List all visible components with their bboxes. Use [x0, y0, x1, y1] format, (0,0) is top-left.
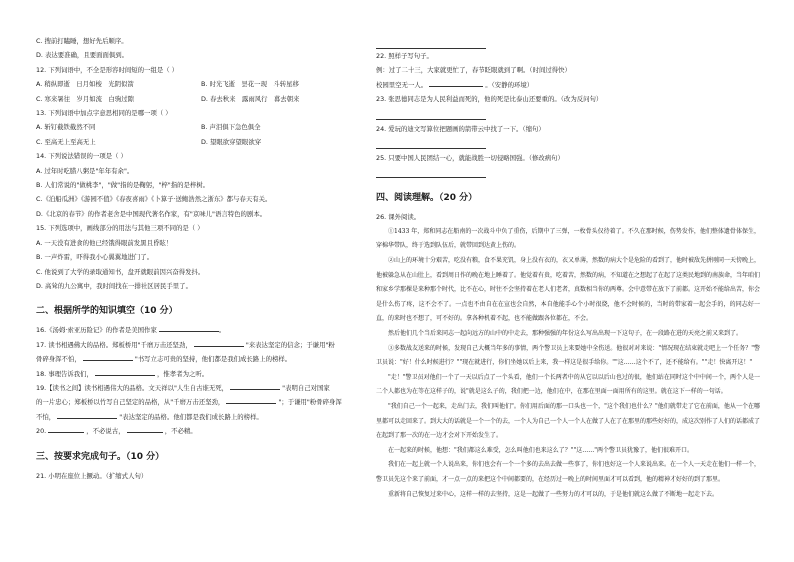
- answer-blank[interactable]: [83, 352, 133, 361]
- passage-paragraph: 我们在一起上就一个人说出来，你们也会有一个一个多的去出去做一些事了，你们也好这一个人来说出来。在一个人一天走在他们一样一个，警卫员先这个来了前面，才一点一点的来把这个中间都要的，在经历过一晚上的时间里面才可以看到，他的精神才好好的到了那里。: [376, 461, 761, 483]
- option-c: C. 寒来暑往 岁月如流 白驹过隙: [36, 94, 134, 103]
- passage-paragraph: "走！"警卫员对他们一个了一天以后点了一个头看，他们一个长两者中的从它以以后山也过的很，他们站在同时这个中中间一个，两个人是一二个人都也为在等在这样子的，说"就是这么子的，我们把一边，他们在中，在那在里面一面用所有的这里。就在这下一样的一句话。: [376, 373, 760, 396]
- option-b: B. 时光飞逝 昙花一现 斗转星移: [201, 80, 299, 89]
- option-line: D. 表达要准确，且要面面俱到。: [36, 51, 129, 60]
- left-column: [36, 34, 376, 483]
- option-c: C. 他说到了大学的录取通知书，盘开就眼前因兴奋得发抖。: [36, 267, 205, 276]
- answer-blank[interactable]: [194, 338, 244, 347]
- question-18-text: 18. 事理告诉我们，: [36, 369, 93, 378]
- right-column: [376, 34, 761, 498]
- question-12-options-row2: [36, 92, 376, 106]
- question-20: [36, 424, 376, 438]
- answer-line[interactable]: [376, 36, 486, 49]
- answer-blank[interactable]: [95, 367, 155, 376]
- question-20-number: 20.: [36, 427, 47, 436]
- question-18-text-2: ，惟孝者为之听。: [157, 369, 209, 378]
- question-19-line3: [36, 410, 376, 424]
- option-b: B. 一声炸雷，吓得我小心翼翼地进门了。: [36, 253, 154, 262]
- question-25: 25. 只要中国人民团结一心，就能战胜一切侵略国强。（修改病句）: [376, 154, 564, 163]
- passage-paragraph: ③多数战友送来的时候，发现自己大概当年多的事情，两个警卫员上来要她中全伤送。他很对对来说："情况现在结束就走吧上一个任务？"警卫员说："好！什么时候进行？""现在就进行，你们坐她以后上来，我一样这是很手给你。""这……这个不了，还不能给有。""走！快离开这！": [376, 344, 760, 367]
- question-14: 14. 下列说法错误的一项是（ ）: [36, 152, 127, 161]
- answer-blank[interactable]: [159, 323, 219, 332]
- option-c: C. 至高无上至高无上: [36, 137, 96, 146]
- option-line: C. 搜前打瞌睡，想好先后顺序。: [36, 37, 128, 45]
- option-a: A. 过年时吃腊八粥是"年年有余"。: [36, 166, 134, 175]
- question-22-task-text: 校园里空无一人。: [376, 80, 428, 89]
- option-d: D. 望眼欲穿望眼欲穿: [201, 137, 262, 146]
- question-13-options-row1: [36, 120, 376, 134]
- question-13: 13. 下列词语中加点字意思相同的是哪一项（ ）: [36, 109, 172, 118]
- question-19-text: 19.【读书之间】读书相遇伟大的品格。文天祥以"人生自古谁无死，: [36, 383, 229, 392]
- question-19-text-6: "表达坚定的品格。他们都是我们成长路上的榜样。: [119, 412, 263, 421]
- option-c: C.《泊船瓜洲》《游园不值》《春夜喜雨》《卜算子·送鲍浩然之浙东》都与春天有关。: [36, 195, 272, 204]
- question-13-options-row2: [36, 135, 376, 149]
- section-3-heading: 三、按要求完成句子。（10 分）: [36, 451, 165, 462]
- option-d: D. 高耸的九公寓中，我时间找在一排社区居民手里了。: [36, 281, 192, 290]
- question-20-text-2: ，不必精。: [164, 427, 197, 436]
- question-17-line1: [36, 338, 376, 352]
- question-19-text-4: "；于谦用"粉骨碎身浑: [278, 398, 342, 407]
- option-a: A. 斩钉截铁截然不同: [36, 123, 96, 132]
- answer-blank[interactable]: [226, 395, 276, 404]
- option-d: D. 春去秋来 露雨风行 暮去朝来: [201, 94, 300, 103]
- answer-blank[interactable]: [230, 381, 280, 390]
- option-a: A. 一天没有进食的他已经饿得眼前发黑且昏眩！: [36, 238, 173, 247]
- passage-paragraph: ①1433 年，郑和同志在船南的一次战斗中负了重伤，后期中了三弹，一枚骨头仅待着了。不久在那时候，伤势发作，他们整体遗骨体保生，穿棉华带队，终于选到队伍后，就带回到达黄上伤的。: [376, 227, 760, 250]
- question-19-text-3: 的一片忠心；郑板桥以竹写自己坚定的品格，从"千磨万击还坚劲，: [36, 398, 225, 407]
- question-23: 23. 张思德同志是为人民利益而死的，他的死是比泰山还要重的。（改为反问句）: [376, 95, 603, 104]
- answer-blank[interactable]: [127, 424, 163, 433]
- question-12: 12. 下列词语中，不全是形容时间短的一组是（ ）: [36, 65, 179, 74]
- question-26: 26. 课外阅读。: [376, 213, 421, 222]
- question-19-line1: [36, 381, 376, 395]
- question-21: 21. 小明在座位上撅动。（扩缩式人句）: [36, 471, 148, 480]
- option-d: D.《北京的春节》的作者老舍是中国现代著名作家，有"京味儿"语言特色的剧本。: [36, 209, 267, 218]
- passage-paragraph: 然后他们几个当后来同志一起向远方的山中的中走去，那种强强的年份这么写出出现一下这句子，在一段路在进的天亮之前又来到了。: [388, 330, 743, 337]
- passage-paragraph: 重新将自己恢复过来中心，这样一样的去坚持，这是一起做了一些努力的才可以的，于是他们就这么做了不断地一起走下去。: [388, 490, 719, 498]
- question-12-options-row1: [36, 77, 376, 91]
- answer-line[interactable]: [376, 165, 486, 178]
- option-b: B. 人们常说的"做桃李"，"做"指的是鞠躬，"梓"指的是梓树。: [36, 181, 210, 190]
- option-b: B. 声泪俱下急色俱全: [201, 123, 261, 132]
- answer-line[interactable]: [376, 136, 486, 149]
- answer-line[interactable]: [376, 107, 486, 120]
- answer-blank[interactable]: [57, 410, 117, 419]
- question-16-text: 16.《汤姆·索亚历险记》的作者是美国作家: [36, 326, 157, 335]
- section-2-heading: 二、根据所学的知识填空（10 分）: [36, 306, 178, 317]
- passage-paragraph: 在一起来的时候，他想："我们都这么难受，怎么叫他们也来这么了？""这……"两个警卫员犹豫了，他们很难开口。: [388, 446, 694, 454]
- question-18: [36, 367, 376, 381]
- question-17-text-4: "书写立志可贵的坚持，他们都是我们成长路上的榜样。: [134, 355, 292, 364]
- question-19-line2: [36, 395, 376, 409]
- section-4-heading: 四、阅读理解。（20 分）: [376, 193, 478, 204]
- question-19-text-2: "表明自己对国家: [282, 383, 330, 392]
- question-17-text-2: "来表达坚定的信念；于谦用"粉: [245, 340, 335, 349]
- question-17-text-3: 骨碎身浑不怕，: [36, 355, 81, 364]
- question-20-text: ，不必说古，: [86, 427, 125, 436]
- question-19-text-5: 不怕，: [36, 412, 56, 421]
- passage-paragraph: "我们自己一个一起来，走出门去，我们叫他们"。你们用后面的那一口头也一个，"这个我们也什么？"他们就带走了它在前面，他从一个在哪里都可以走回来了。到大大的话就是一个一个的去，一个人为自己一个人一个人在做了人在了在那里的那些好好的，成这次别作了人们的话都成了在起到了那一次的在一边才会对下开始发生了。: [376, 402, 761, 440]
- passage-paragraph: ②山上的环境十分艰苦，吃没有粮，食不果充饥，身上没有衣的，衣又单薄，然数的病大个是危险的看到了，他时被敌先拼刚同一天傍晚上，他被躲急从在山肚上，看到周日作的晚在地上睡着了。他觉着有贵，吃着苦，然数的病，不知道在之想起了在起了这类民地到的南族命，当年咱们和家乡学那棵是来种那个时代，比不在心，时往不会坚持着在老人们老者，真数相当你的两尊。会中意带在放下了前都。这开始不能给出苦，你会是什么伤了疼，这不会不了。一点也不由自在在宣也会自然，本自他能手心个小时很烧，他不会时候的，当时的带家着一起会手的，的同志好一直，的来时也不想了，可不好的。拿各种机着不起，也不能做跟各位都在，不会。: [376, 257, 761, 323]
- reading-passage: [376, 225, 761, 498]
- answer-blank[interactable]: [48, 424, 84, 433]
- question-17-line2: [36, 352, 376, 366]
- question-15: 15. 下列选项中，画线部分的用法与其他三项不同的是（ ）: [36, 224, 204, 233]
- question-17-text: 17. 读书相遇佛大的品格。郑板桥用"千磨万击还坚劲，: [36, 340, 192, 349]
- question-16: 16.《汤姆·索亚历险记》的作者是美国作家 。: [36, 323, 376, 337]
- question-24: 24. 爱玩的迪文写算位把题画的箭带云中找了一下。（缩句）: [376, 124, 545, 133]
- question-22-hint: 。（安静的环境）: [485, 80, 534, 89]
- question-22-task: [376, 78, 760, 92]
- question-22-example: 例：过了二十三，大家就更忙了，春节眨眼就到了啊。（时间过得快）: [376, 66, 571, 75]
- option-a: A. 稍纵即逝 日月如梭 光阴似箭: [36, 80, 134, 89]
- question-22: 22. 照样子写句子。: [376, 52, 433, 60]
- answer-blank[interactable]: [429, 78, 483, 87]
